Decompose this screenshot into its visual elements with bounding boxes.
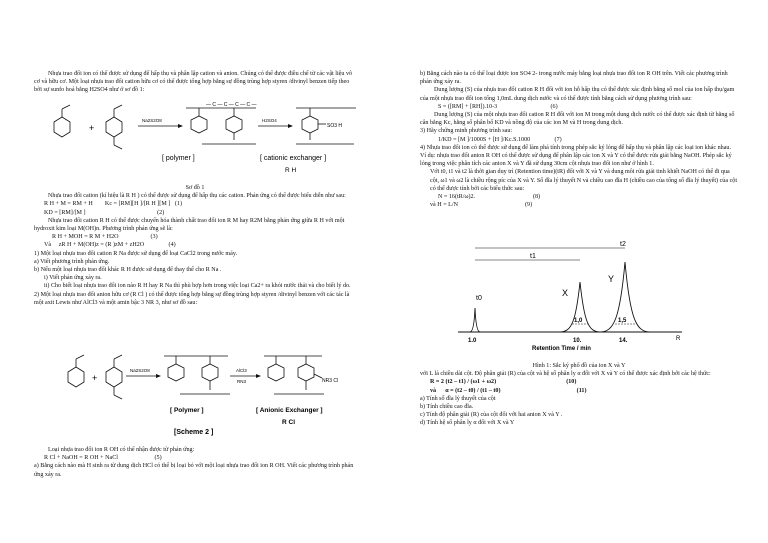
equation-9: và H = L/N (9) (430, 202, 533, 209)
svg-text:— C — C — C — C —: — C — C — C — C — (206, 102, 257, 108)
peak-y-label: Y (608, 274, 615, 284)
svg-text:R: R (676, 336, 681, 342)
x-axis-label: Retention Time / min (532, 346, 591, 352)
question-4c: c) Tính độ phân giải (R) của cột đối với hai anion X và Y . (420, 412, 563, 419)
paragraph-2: Nhựa trao đổi cation (kí hiệu là R H ) có thể được sử dụng để hấp thụ các cation. Phản ứng có thể được biểu diễn như sau: (48, 193, 346, 200)
scheme-2-caption: [Scheme 2 ] (174, 429, 214, 436)
equation-6: S = ([RM] + [RH]).10-3 (6) (438, 103, 558, 110)
question-4: 4) Nhựa trao đổi ion có thể được sử dụng để làm phá tính trong phép sắc ký lỏng để hấp thụ và phân lập các loại ion khác nhau. Ví dụ: nhựa trao đổi anion R OH có thể được sử dụng để phân lập các ion X và Y có thể được rửa giải bằng NaOH. Phép sắc ký lỏng trong việc phân tích các anion X và Y đã sử dụng 30cm cột nhựa trao đổi ion như ở hình 1. (420, 144, 732, 168)
figure-1-caption: Hình 1: Sắc ký phổ đồ của ion X và Y (532, 363, 626, 369)
t0-label: t0 (476, 295, 482, 302)
question-1: 1) Một loại nhựa trao đổi cation R Na được sử dụng để loại CaCl2 trong nước máy. (34, 250, 238, 257)
right-column-bottom (420, 362, 738, 428)
polymer-structure-2 (164, 356, 230, 394)
equation-7: 1/KD = [M ]/1000S + [H ]/Kc.S.1000 (7) (438, 136, 562, 143)
rh-label: R H (285, 167, 297, 174)
anionic-exchanger-structure (264, 356, 324, 394)
equation-3: R H + MOH = R M + H2O (3) (52, 234, 158, 241)
question-4a: a) Tính số đĩa lý thuyết của cột (420, 395, 496, 402)
width-y-label: 1,5 (618, 318, 627, 324)
question-2a: a) Bằng cách nào mà H sinh ra từ dung dịch HCl có thể bị loại bỏ với một loại nhựa trao đổi ion R OH. Viết các phương trình phản ứng xảy ra. (34, 463, 354, 478)
scheme-2-figure (60, 344, 356, 436)
solvent-peak (470, 308, 480, 332)
t1-label: t1 (530, 253, 536, 260)
left-column-bottom (34, 446, 356, 479)
styrene-structure (54, 105, 70, 137)
intro-paragraph: Nhựa trao đổi ion có thể được sử dụng để hấp thụ và phân lập cation và anion. Chúng có thể được điều chế từ các vật liệu vô cơ và hữu cơ. Một loại nhựa trao đổi cation hữu cơ có thể được tổng hợp bằng sự đồng trùng hợp styren /divinyl benzen tiếp theo bởi sự sunfo hoá bằng H2SO4 như ở sơ đồ 1: (34, 71, 353, 94)
left-column (34, 70, 356, 95)
question-1b-i: i) Viết phản ứng xảy ra. (44, 275, 102, 282)
question-4b: b) Tính chiều cao đĩa. (420, 404, 474, 411)
question-1b: b) Nếu một loại nhựa trao đổi khác R H được sử dụng để thay thế cho R Na . (34, 267, 222, 274)
reagent-label-2: H2SO4 (262, 118, 277, 123)
chromatogram-figure (450, 238, 740, 358)
polymer-label-2: [ Polymer ] (170, 407, 204, 414)
reagent-label-1: Na2S2O8 (142, 118, 162, 123)
equation-10: R = 2 (t2 – t1) / (ω1 + ω2) (10) (430, 379, 577, 386)
question-1b-ii: ii) Cho biết loại nhựa trao đổi ion nào R H hay R Na thì phù hợp hơn trong việc loại Ca2+ ra khỏi nước thải và cho biết lý do. (44, 283, 351, 290)
cationic-exchanger-label: [ cationic exchanger ] (260, 155, 327, 162)
polymer-structure (186, 108, 256, 144)
equation-2: KD = [RM]/[M ] (2) (44, 209, 165, 216)
scheme-1-figure (34, 96, 358, 180)
equation-5: R Cl + NaOH = R OH + NaCl (5) (44, 455, 162, 462)
scheme-1-caption: Sơ đồ 1 (185, 185, 205, 191)
paragraph-7: Với t0, t1 và t2 là thời gian duy trì (Retention time)(tR) đối với X và Y và dung môi rửa giải tinh khiết NaOH có thể đi qua cột, ω1 và ω2 là chiều rộng píc của X và Y. Số đĩa lý thuyết N và chiều cao đĩa H (chiều cao của tổng số đĩa lý thuyết) của cột có thể được tính bởi các biểu thức sau: (430, 169, 738, 192)
cationic-exchanger-structure (296, 108, 356, 144)
left-column-body (34, 184, 356, 307)
paragraph-8: với L là chiều dài cột. Độ phân giải (R) của cột và hệ số phân ly α đối với X và Y có thể được xác định bởi các hệ thức: (420, 371, 711, 378)
rcl-label: R Cl (282, 419, 295, 426)
paragraph-6: Dung lượng (S) của một nhựa trao đổi cation R H đối với ion M trong một dung dịch nước có thể được xác định từ hằng số cân bằng Kc, hằng số phân bố KD và nồng độ của các ion M và H trong dung dịch. (420, 112, 735, 127)
equation-4: Và zR H + M(OH)z = (R )zM + zH2O (4) (44, 242, 176, 249)
peak-x-label: X (562, 288, 569, 298)
tick-3: 14. (619, 338, 628, 344)
equation-1: R H + M = RM + H Kc = [RM][H ]/[R H ][M ] (1) (44, 201, 182, 208)
question-4d: d) Tính hệ số phân ly α đối với X và Y (420, 420, 515, 427)
question-2: 2) Một loại nhựa trao đổi anion hữu cơ (R Cl ) có thể được tổng hợp bằng sự đồng trùng hợp styren /divinyl benzen với các tác là một axit Lewis như AlCl3 và một amin bậc 3 NR 3, như sơ đồ sau: (34, 291, 350, 306)
styrene-structure-2 (68, 355, 84, 387)
anionic-exchanger-label: [ Anionic Exchanger ] (256, 407, 323, 414)
width-x-label: 1,0 (574, 318, 583, 324)
question-1a: a) Viết phương trình phản ứng. (34, 258, 110, 265)
svg-text:+: + (89, 123, 95, 133)
tick-1: 1.0 (468, 338, 477, 344)
reagent-label-4: AlCl3 (236, 368, 247, 373)
sulfonate-group-label: SO3 H (327, 123, 343, 129)
divinylbenzene-structure-2 (106, 355, 122, 399)
tick-2: 10. (573, 338, 582, 344)
divinylbenzene-structure (106, 105, 122, 149)
paragraph-5: Dung lượng (S) của nhựa trao đổi cation R H đối với ion hỗ hấp thụ có thể được xác định bằng số mol của ion hấp thụ/gam của một nhựa trao đổi ion tổng 1,0mL dung dịch nước và có thể được tính bằng cách sử dụng phương trình sau: (420, 87, 735, 102)
reagent-label-3: Na2S2O8 (130, 368, 150, 373)
equation-8: N = 16(tR/ω)2. (8) (438, 194, 541, 201)
polymer-label: [ polymer ] (162, 155, 195, 162)
reagent-label-5: RN3 (237, 379, 247, 384)
question-3: 3) Hãy chứng minh phương trình sau: (420, 128, 513, 135)
svg-text:+: + (92, 373, 98, 383)
ammonium-group-label: NR3 Cl (322, 378, 339, 384)
paragraph-3: Nhựa trao đổi cation R H có thể được chuyển hóa thành chất trao đổi ion R M hay R2M bằng phản ứng giữa R H với một hydroxit kim loại M(OH)n. Phương trình phản ứng sẽ là: (34, 217, 345, 233)
equation-11: và α = (t2 – t0) / (t1 – t0) (11) (430, 387, 587, 394)
right-column (420, 70, 738, 209)
t2-label: t2 (620, 241, 626, 248)
paragraph-4: Loại nhựa trao đổi ion R OH có thể nhận được từ phản ứng: (48, 447, 195, 453)
question-2b: b) Bằng cách nào ta có thể loại được ion SO4 2- trong nước máy bằng loại nhựa trao đổi ion R OH trên. Viết các phương trình phản ứng xảy ra. (420, 71, 728, 86)
